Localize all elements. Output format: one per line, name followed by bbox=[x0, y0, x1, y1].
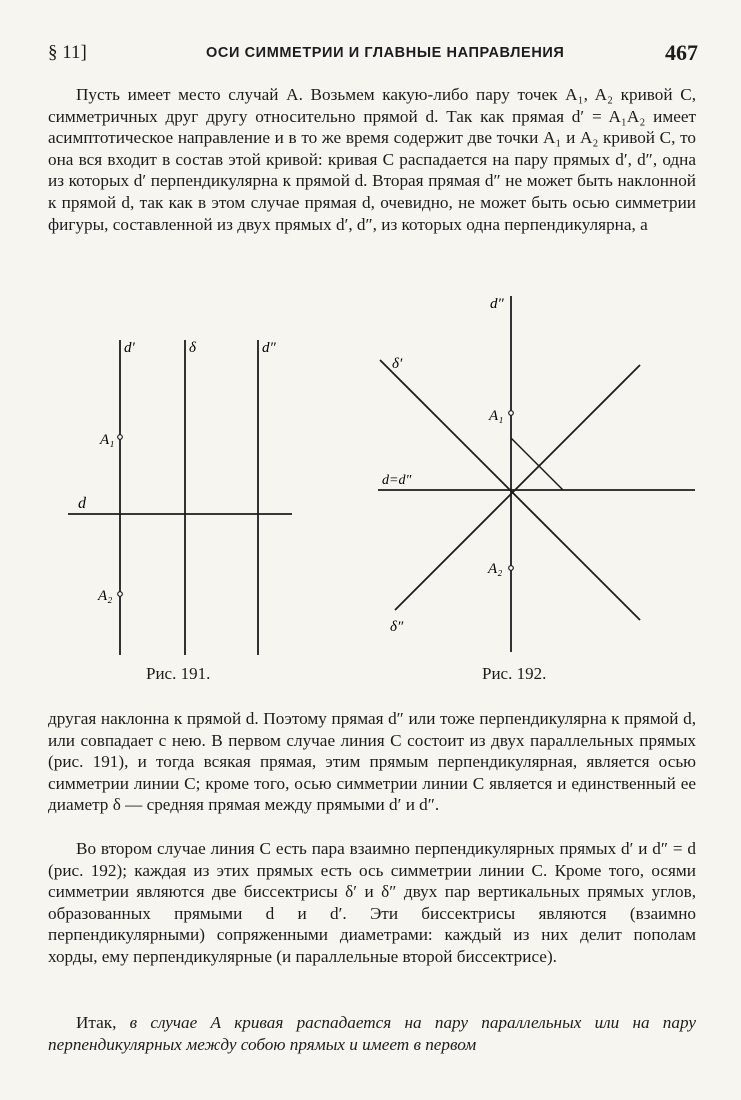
figure-191-drawing bbox=[60, 330, 310, 660]
label-a1: A₁ bbox=[489, 408, 504, 424]
running-header bbox=[48, 42, 698, 68]
bisector-delta-double-prime bbox=[395, 365, 640, 610]
label-d: d bbox=[78, 495, 86, 512]
chord bbox=[511, 438, 563, 490]
figure-191-caption: Рис. 191. bbox=[146, 664, 211, 683]
paragraph-4 bbox=[48, 1012, 696, 1055]
figure-191 bbox=[60, 330, 310, 660]
paragraph-3: Во втором случае линия C есть пара взаимно перпендикулярных прямых d′ и d″ = d (рис. 192); каждая из этих прямых есть ось симметрии линии C. Кроме того, осями симметрии являются две биссектрисы δ′ и δ″ двух пар вертикальных прямых углов, образованных прямыми d и d′. Эти биссектрисы являются (взаимно перпендикулярными) сопряженными диаметрами: каждый из них делит пополам хорды, ему перпендикулярные (и параллельные второй биссектрисе). bbox=[48, 839, 696, 966]
figure-192 bbox=[370, 290, 700, 660]
label-d-double-prime: d″ bbox=[262, 340, 276, 356]
label-d-double-prime: d″ bbox=[490, 296, 504, 312]
label-a1: A₁ bbox=[100, 432, 115, 448]
page-number: 467 bbox=[665, 40, 698, 65]
figure-192-caption: Рис. 192. bbox=[482, 664, 547, 683]
paragraph-4-italic: в случае А кривая распадается на пару параллельных или на пару перпендикулярных между собою прямых и имеет в первом bbox=[48, 1013, 696, 1054]
paragraph-1: Пусть имеет место случай А. Возьмем какую-либо пару точек A₁, A₂ кривой C, симметричных друг другу относительно прямой d. Так как прямая d′ = A₁A₂ имеет асимптотическое направление и в то же время содержит две точки A₁ и A₂ кривой C, то она вся входит в состав этой кривой: кривая C распадается на пару прямых d′, d″, одна из которых d′ перпендикулярна к прямой d. Вторая прямая d″ не может быть наклонной к прямой d, так как в этом случае прямая d, очевидно, не может быть осью симметрии фигуры, составленной из двух прямых d′, d″, из которых одна перпендикулярна, а bbox=[48, 85, 696, 234]
section-number: § 11] bbox=[48, 42, 87, 63]
point-a2 bbox=[118, 592, 123, 597]
label-a2: A₂ bbox=[98, 588, 113, 604]
running-title: ОСИ СИММЕТРИИ И ГЛАВНЫЕ НАПРАВЛЕНИЯ bbox=[206, 45, 565, 61]
figure-192-drawing bbox=[370, 290, 700, 660]
point-a2 bbox=[509, 566, 514, 571]
point-a1 bbox=[118, 435, 123, 440]
label-delta: δ bbox=[189, 340, 196, 356]
label-a2: A₂ bbox=[488, 561, 503, 577]
label-d-prime: d′ bbox=[124, 340, 135, 356]
label-delta-double-prime: δ″ bbox=[390, 619, 404, 635]
label-d-eq: d=d″ bbox=[382, 473, 412, 488]
label-delta-prime: δ′ bbox=[392, 356, 403, 372]
paragraph-2: другая наклонна к прямой d. Поэтому прямая d″ или тоже перпендикулярна к прямой d, или совпадает с нею. В первом случае линия C состоит из двух параллельных прямых (рис. 191), и тогда всякая прямая, этим прямым перпендикулярная, является осью симметрии линии C; кроме того, осью симметрии линии C является и единственный ее диаметр δ — средняя прямая между прямыми d′ и d″. bbox=[48, 709, 696, 815]
point-a1 bbox=[509, 411, 514, 416]
paragraph-4-lead: Итак, bbox=[76, 1013, 117, 1032]
